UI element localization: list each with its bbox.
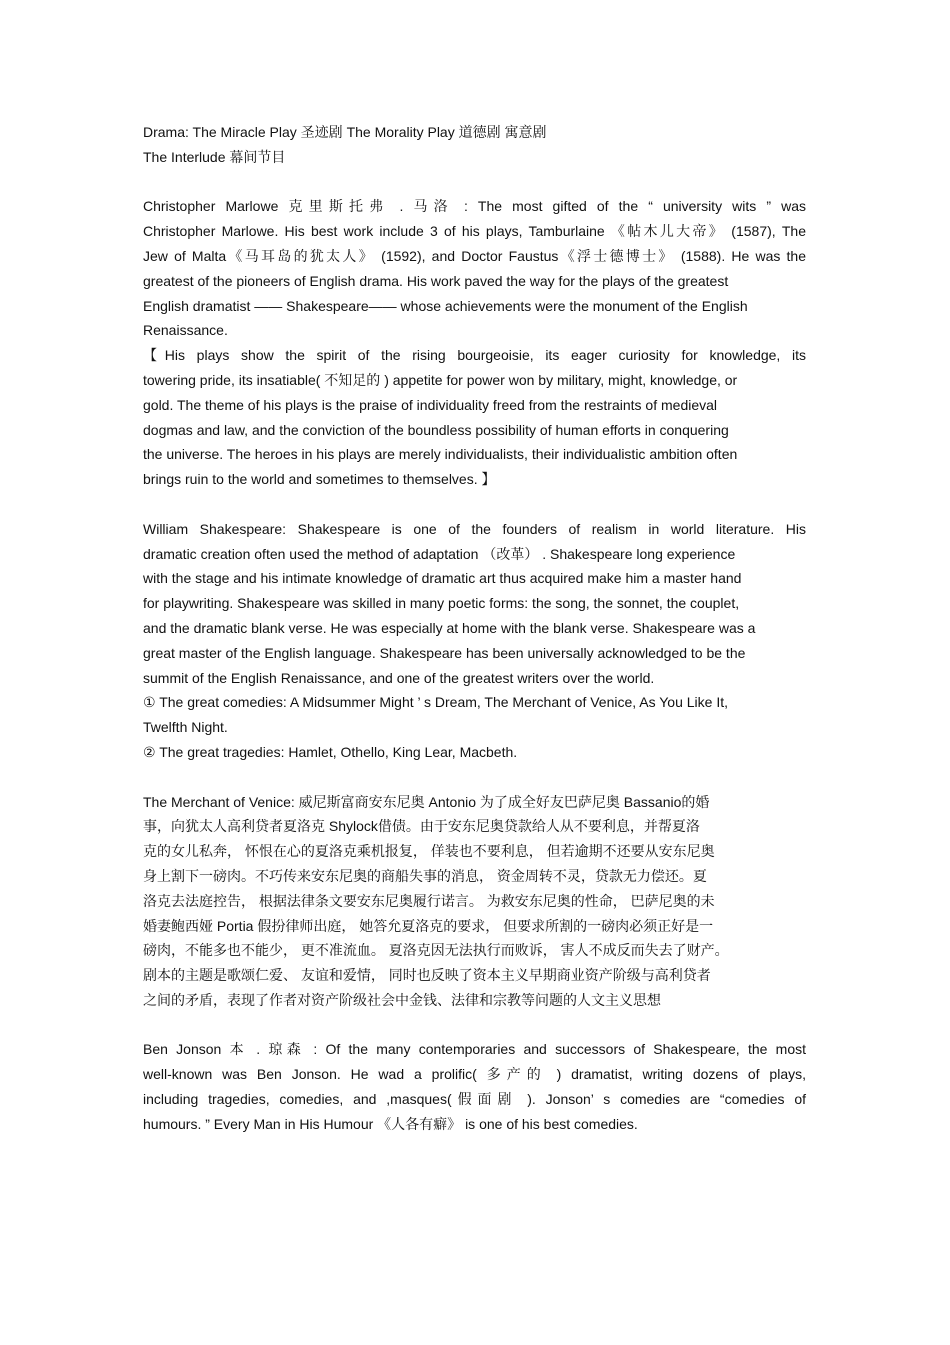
marlowe-line-9: gold. The theme of his plays is the praise of individuality freed from the restraints of medieval xyxy=(143,396,718,413)
shakespeare-line-5: and the dramatic blank verse. He was especially at home with the blank verse. Shakespeare was a xyxy=(143,619,756,636)
marlowe-line-10: dogmas and law, and the conviction of the boundless possibility of human efforts in conquering xyxy=(143,421,729,438)
shakespeare-line-6: great master of the English language. Shakespeare has been universally acknowledged to be the xyxy=(143,644,746,661)
drama-line-1: Drama: The Miracle Play 圣迹剧 The Morality Play 道德剧 寓意剧 xyxy=(143,124,547,140)
shakespeare-line-2: dramatic creation often used the method of adaptation （改革） . Shakespeare long experience xyxy=(143,545,736,562)
marlowe-line-11: the universe. The heroes in his plays are merely individualists, their individualistic ambition often xyxy=(143,446,738,463)
jonson-line-2: well-known was Ben Jonson. He wad a prolific( 多产的 ) dramatist, writing dozens of plays, xyxy=(143,1066,806,1083)
marlowe-line-8: towering pride, its insatiable( 不知足的 ) appetite for power won by military, might, knowledge, or xyxy=(143,371,738,388)
marlowe-line-5: English dramatist —— Shakespeare—— whose achievements were the monument of the English xyxy=(143,297,748,314)
merchant-line-8: 剧本的主题是歌颂仁爱、 友谊和爱情， 同时也反映了资本主义早期商业资产阶级与高利贷者 xyxy=(143,967,711,984)
paragraph-gap xyxy=(143,170,806,195)
merchant-line-2: 事，向犹太人高利贷者夏洛克 Shylock借债。由于安东尼奥贷款给人从不要利息，并帮夏洛 xyxy=(143,818,700,835)
jonson-line-3: including tragedies, comedies, and ,masques(假面剧 ). Jonson’ s comedies are “comedies of xyxy=(143,1091,806,1108)
merchant-line-3: 克的女儿私奔， 怀恨在心的夏洛克乘机报复， 佯装也不要利息， 但若逾期不还要从安东尼奥 xyxy=(143,843,715,860)
jonson-line-1: Ben Jonson 本 . 琼森 : Of the many contemporaries and successors of Shakespeare, the most xyxy=(143,1041,806,1058)
paragraph-gap xyxy=(143,492,806,517)
merchant-line-6: 婚妻鲍西娅 Portia 假扮律师出庭， 她答允夏洛克的要求， 但要求所割的一磅肉必须正好是一 xyxy=(143,917,714,934)
comedies-list-item-cont: Twelfth Night. xyxy=(143,719,228,736)
tragedies-list-item: ② The great tragedies: Hamlet, Othello, King Lear, Macbeth. xyxy=(143,743,518,760)
jonson-line-4: humours. ” Every Man in His Humour 《人各有癖》 is one of his best comedies. xyxy=(143,1115,638,1132)
marlowe-line-4: greatest of the pioneers of English drama. His work paved the way for the plays of the greatest xyxy=(143,272,729,289)
paragraph-gap xyxy=(143,1013,806,1038)
marlowe-line-7: 【His plays show the spirit of the rising bourgeoisie, its eager curiosity for knowledge, its xyxy=(143,347,806,364)
marlowe-line-12: brings ruin to the world and sometimes to themselves. 】 xyxy=(143,471,496,488)
marlowe-line-2: Christopher Marlowe. His best work include 3 of his plays, Tamburlaine 《帖木儿大帝》 (1587), The xyxy=(143,223,806,240)
merchant-of-venice-section xyxy=(143,790,806,1013)
comedies-list-item: ① The great comedies: A Midsummer Might ’ s Dream, The Merchant of Venice, As You Like It, xyxy=(143,694,729,711)
marlowe-line-3: Jew of Malta《马耳岛的犹太人》 (1592), and Doctor Faustus《浮士德博士》 (1588). He was the xyxy=(143,247,806,264)
merchant-line-7: 磅肉，不能多也不能少， 更不准流血。 夏洛克因无法执行而败诉， 害人不成反而失去了财产。 xyxy=(143,942,729,959)
merchant-line-1: The Merchant of Venice: 威尼斯富商安东尼奥 Antonio 为了成全好友巴萨尼奥 Bassanio的婚 xyxy=(143,793,710,810)
merchant-line-9: 之间的矛盾，表现了作者对资产阶级社会中金钱、法律和宗教等问题的人文主义思想 xyxy=(143,991,661,1008)
marlowe-line-1: Christopher Marlowe 克里斯托弗 . 马洛 : The most gifted of the “ university wits ” was xyxy=(143,198,806,215)
marlowe-section xyxy=(143,194,806,492)
document-page xyxy=(143,120,806,1137)
paragraph-gap xyxy=(143,765,806,790)
shakespeare-line-3: with the stage and his intimate knowledge of dramatic art thus acquired make him a master hand xyxy=(143,570,742,587)
merchant-line-5: 洛克去法庭控告， 根据法律条文要安东尼奥履行诺言。 为救安东尼奥的性命， 巴萨尼奥的未 xyxy=(143,892,715,909)
drama-types-section xyxy=(143,120,806,170)
merchant-line-4: 身上割下一磅肉。不巧传来安东尼奥的商船失事的消息， 资金周转不灵，贷款无力偿还。夏 xyxy=(143,867,707,884)
drama-line-2: The Interlude 幕间节目 xyxy=(143,148,286,165)
shakespeare-line-4: for playwriting. Shakespeare was skilled in many poetic forms: the song, the sonnet, the couplet, xyxy=(143,595,740,612)
ben-jonson-section xyxy=(143,1037,806,1136)
marlowe-line-6: Renaissance. xyxy=(143,322,228,339)
shakespeare-line-7: summit of the English Renaissance, and one of the greatest writers over the world. xyxy=(143,669,655,686)
shakespeare-line-1: William Shakespeare: Shakespeare is one of the founders of realism in world literature. His xyxy=(143,520,806,537)
shakespeare-section xyxy=(143,517,806,765)
